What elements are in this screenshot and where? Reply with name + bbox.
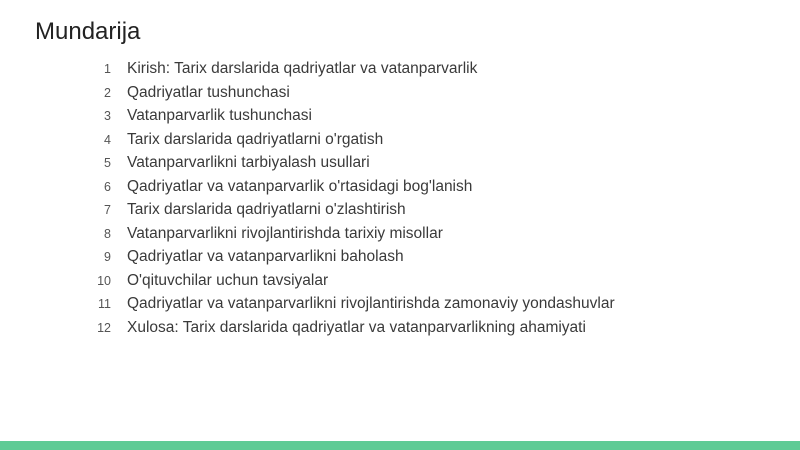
toc-item xyxy=(90,319,615,343)
toc-item-number: 3 xyxy=(104,109,111,123)
toc-item xyxy=(90,84,615,108)
table-of-contents xyxy=(90,60,615,342)
toc-item xyxy=(90,107,615,131)
toc-item-text: Qadriyatlar va vatanparvarlik o'rtasidagi bog'lanish xyxy=(127,177,473,195)
toc-item xyxy=(90,272,615,296)
toc-item-text: Qadriyatlar va vatanparvarlikni baholash xyxy=(127,248,404,265)
toc-item xyxy=(90,178,615,202)
toc-item-number: 12 xyxy=(97,320,111,335)
toc-item-number: 10 xyxy=(97,273,111,288)
toc-item xyxy=(90,201,615,225)
toc-item-text: Kirish: Tarix darslarida qadriyatlar va vatanparvarlik xyxy=(127,60,478,77)
toc-item-number: 8 xyxy=(104,226,111,241)
toc-item-number: 2 xyxy=(104,85,111,100)
toc-item-text: Xulosa: Tarix darslarida qadriyatlar va vatanparvarlikning ahamiyati xyxy=(127,318,586,336)
toc-item xyxy=(90,131,615,155)
toc-item-number: 6 xyxy=(104,179,111,194)
toc-item-number: 7 xyxy=(104,203,111,217)
toc-item-number: 9 xyxy=(104,250,111,264)
slide-title: Mundarija xyxy=(35,18,141,45)
toc-item xyxy=(90,154,615,178)
toc-item-number: 1 xyxy=(104,62,111,76)
toc-item xyxy=(90,295,615,319)
toc-item xyxy=(90,248,615,272)
toc-item-text: Qadriyatlar va vatanparvarlikni rivojlantirishda zamonaviy yondashuvlar xyxy=(127,295,615,312)
accent-bar xyxy=(0,441,800,450)
toc-item-text: Vatanparvarlikni rivojlantirishda tarixiy misollar xyxy=(127,224,443,242)
toc-item-text: O'qituvchilar uchun tavsiyalar xyxy=(127,271,329,289)
toc-item-text: Vatanparvarlik tushunchasi xyxy=(127,107,312,124)
toc-item-number: 11 xyxy=(98,297,111,311)
toc-item xyxy=(90,60,615,84)
toc-item-text: Tarix darslarida qadriyatlarni o'rgatish xyxy=(127,130,384,148)
toc-item-number: 4 xyxy=(104,132,111,147)
toc-item-text: Tarix darslarida qadriyatlarni o'zlashtirish xyxy=(127,201,406,218)
toc-item-number: 5 xyxy=(104,156,111,170)
toc-item-text: Qadriyatlar tushunchasi xyxy=(127,83,290,101)
toc-item xyxy=(90,225,615,249)
toc-item-text: Vatanparvarlikni tarbiyalash usullari xyxy=(127,154,370,171)
